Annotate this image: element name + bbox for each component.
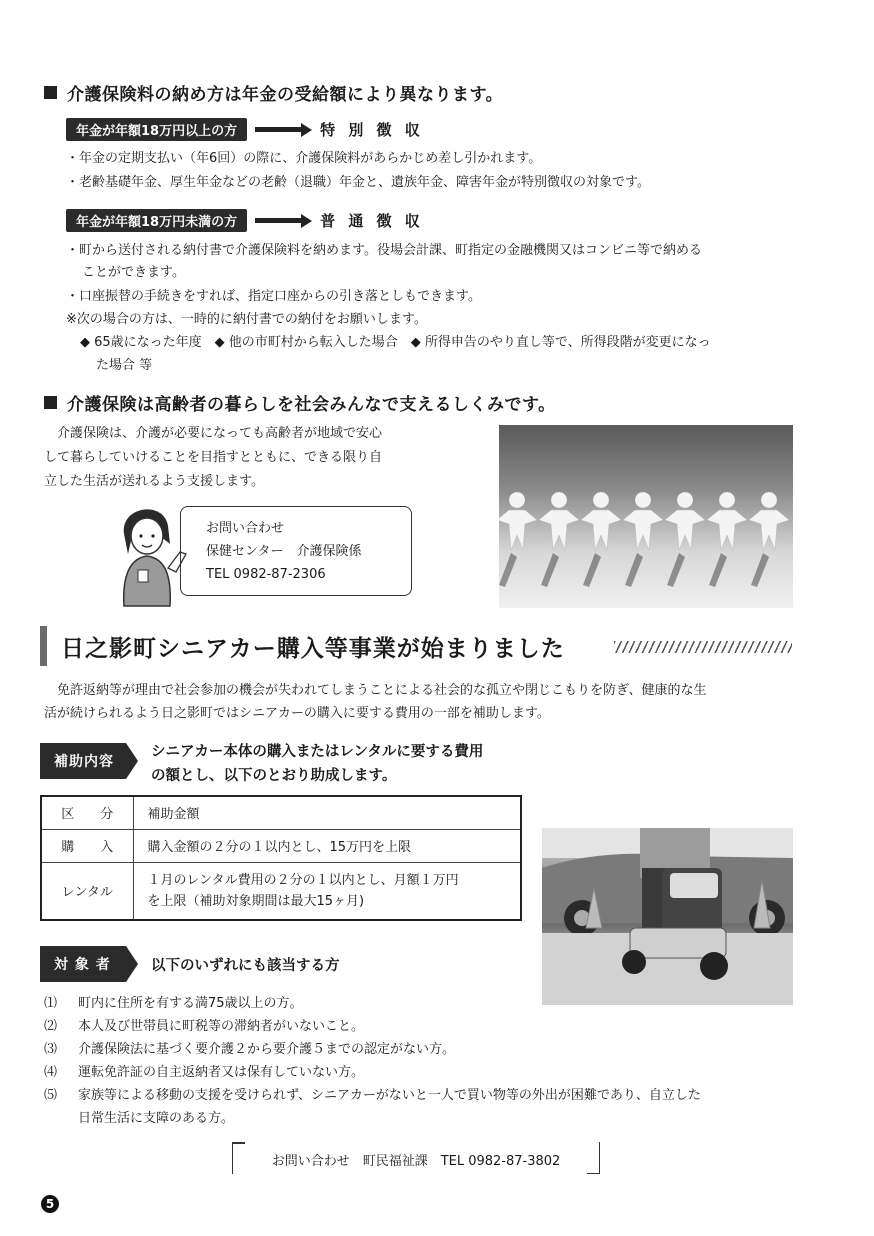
special-collection-tag: 年金が年額18万円以上の方 xyxy=(66,118,247,141)
normal-cases: ◆ 65歳になった年度 ◆ 他の市町村から転入した場合 ◆ 所得申告のやり直し等で、所得段階が変更になっ xyxy=(80,335,711,350)
senior-car-title: 日之影町シニアカー購入等事業が始まりました xyxy=(61,634,565,662)
special-collection-label: 特 別 徴 収 xyxy=(320,121,424,139)
item-text: 運転免許証の自主返納者又は保有していない方。 xyxy=(78,1065,365,1080)
right-arrow-icon xyxy=(255,123,312,137)
item-text: 町内に住所を有する満75歳以上の方。 xyxy=(78,996,303,1011)
senior-car-title-row xyxy=(40,626,565,666)
right-arrow-icon xyxy=(255,214,312,228)
list-item xyxy=(44,1061,701,1084)
paper-people-chain-icon xyxy=(499,425,793,608)
target-criteria-list xyxy=(44,992,701,1130)
normal-collection-tag: 年金が年額18万円未満の方 xyxy=(66,209,247,232)
normal-note: ※次の場合の方は、一時的に納付書での納付をお願いします。 xyxy=(66,312,427,327)
aid-description xyxy=(151,740,483,788)
item-text: 家族等による移動の支援を受けられず、シニアカーがないと一人で買い物等の外出が困難であり、自立した xyxy=(78,1088,701,1103)
title-accent-bar xyxy=(40,626,47,666)
target-tag-label: 対 象 者 xyxy=(40,946,126,982)
item-number: ⑴ xyxy=(44,996,58,1011)
welfare-inquiry-text: お問い合わせ 町民福祉課 TEL 0982-87-3802 xyxy=(271,1154,561,1169)
normal-bullet-2: ・口座振替の手続きをすれば、指定口座からの引き落としもできます。 xyxy=(66,289,481,304)
care-insurance-body xyxy=(44,422,382,494)
amount-line: １月のレンタル費用の２分の１以内とし、月額１万円 xyxy=(147,872,459,888)
aid-content-tag xyxy=(40,743,138,779)
subsidy-table xyxy=(40,795,522,921)
heading-text: 介護保険料の納め方は年金の受給額により異なります。 xyxy=(67,85,504,105)
square-bullet-icon xyxy=(44,396,57,409)
table-cell-amount xyxy=(133,862,521,920)
table-header-category: 区 分 xyxy=(41,796,133,829)
care-insurance-contact-box xyxy=(180,506,412,596)
paper-chain-people-photo xyxy=(499,425,793,608)
item-number: ⑶ xyxy=(44,1042,58,1057)
amount-line: を上限（補助対象期間は最大15ヶ月) xyxy=(147,893,365,909)
senior-car-photo xyxy=(542,828,793,1005)
senior-car-scene-icon xyxy=(542,828,793,1005)
table-cell-amount: 購入金額の２分の１以内とし、15万円を上限 xyxy=(133,829,521,862)
page-number: 5 xyxy=(41,1195,59,1213)
list-item-cont: 日常生活に支障のある方。 xyxy=(78,1111,235,1126)
senior-car-intro-2: 活が続けられるよう日之影町ではシニアカーの購入に要する費用の一部を補助します。 xyxy=(44,706,550,721)
tag-arrow-tip xyxy=(126,946,138,982)
list-item xyxy=(44,992,701,1015)
contact-department: 保健センター 介護保険係 xyxy=(206,544,362,559)
special-collection-row xyxy=(66,118,424,141)
table-cell-category: レンタル xyxy=(41,862,133,920)
normal-cases-cont: た場合 等 xyxy=(96,358,153,373)
section-heading-care-insurance xyxy=(44,390,556,415)
normal-bullet-1-cont: ことができます。 xyxy=(82,265,185,280)
senior-car-intro-1: 免許返納等が理由で社会参加の機会が失われてしまうことによる社会的な孤立や閉じこもりを防ぎ、健康的な生 xyxy=(44,683,707,698)
aid-desc-line: の額とし、以下のとおり助成します。 xyxy=(151,768,397,784)
title-hatch-decoration xyxy=(614,641,792,653)
table-cell-category: 購 入 xyxy=(41,829,133,862)
body-line: して暮らしていけることを目指すとともに、できる限り自 xyxy=(44,450,383,465)
table-header-row xyxy=(41,796,521,829)
table-row xyxy=(41,862,521,920)
item-text: 介護保険法に基づく要介護２から要介護５までの認定がない方。 xyxy=(78,1042,456,1057)
square-bullet-icon xyxy=(44,86,57,99)
tag-arrow-tip xyxy=(126,743,138,779)
item-number: ⑷ xyxy=(44,1065,58,1080)
aid-desc-line: シニアカー本体の購入またはレンタルに要する費用 xyxy=(151,744,484,760)
normal-collection-row xyxy=(66,209,424,232)
target-persons-tag xyxy=(40,946,138,982)
body-line: 立した生活が送れるよう支援します。 xyxy=(44,474,264,489)
section-heading-premium-payment xyxy=(44,80,503,105)
welfare-inquiry-box xyxy=(232,1142,600,1174)
list-item xyxy=(44,1084,701,1107)
heading-text: 介護保険は高齢者の暮らしを社会みんなで支えるしくみです。 xyxy=(67,395,556,415)
table-header-amount: 補助金額 xyxy=(133,796,521,829)
normal-bullet-1: ・町から送付される納付書で介護保険料を納めます。役場会計課、町指定の金融機関又はコンビニ等で納める xyxy=(66,243,702,258)
contact-phone: TEL 0982-87-2306 xyxy=(206,567,326,582)
target-description: 以下のいずれにも該当する方 xyxy=(151,958,340,974)
body-line: 介護保険は、介護が必要になっても高齢者が地域で安心 xyxy=(44,426,383,441)
item-number: ⑸ xyxy=(44,1088,58,1103)
contact-title: お問い合わせ xyxy=(206,521,285,536)
special-bullet-2: ・老齢基礎年金、厚生年金などの老齢（退職）年金と、遺族年金、障害年金が特別徴収の対象です。 xyxy=(66,175,650,190)
item-text: 本人及び世帯員に町税等の滞納者がいないこと。 xyxy=(78,1019,365,1034)
special-bullet-1: ・年金の定期支払い（年6回）の際に、介護保険料があらかじめ差し引かれます。 xyxy=(66,151,542,166)
list-item xyxy=(44,1015,701,1038)
item-number: ⑵ xyxy=(44,1019,58,1034)
nurse-illustration-icon xyxy=(110,496,190,608)
list-item xyxy=(44,1038,701,1061)
normal-collection-label: 普 通 徴 収 xyxy=(320,212,424,230)
aid-tag-label: 補助内容 xyxy=(40,743,126,779)
table-row xyxy=(41,829,521,862)
